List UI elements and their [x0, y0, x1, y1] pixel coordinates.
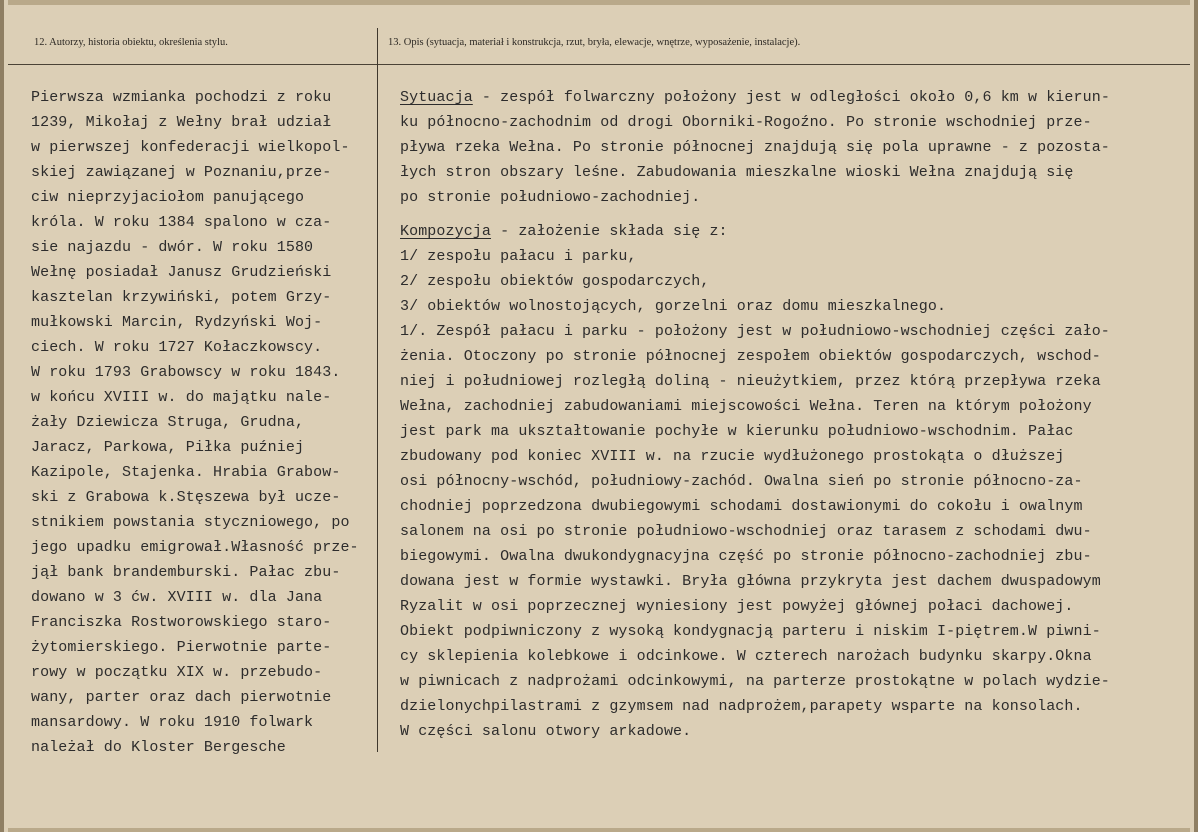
- right-column-heading: 13. Opis (sytuacja, materiał i konstrukcja, rzut, bryła, elewacje, wnętrze, wyposażenie, instalacje).: [388, 37, 801, 48]
- kompozycja-line-rest: - założenie składa się z:: [491, 223, 728, 240]
- kompozycja-line: osi północny-wschód, południowy-zachód. Owalna sień po stronie północno-za-: [400, 473, 1083, 490]
- sytuacja-line: łych stron obszary leśne. Zabudowania mieszkalne wioski Wełna znajdują się: [400, 164, 1074, 181]
- history-line: ski z Grabowa k.Stęszewa był ucze-: [31, 489, 341, 506]
- sytuacja-line: [400, 88, 1110, 108]
- history-line: jego upadku emigrował.Własność prze-: [31, 539, 359, 556]
- sytuacja-heading: Sytuacja: [400, 89, 473, 106]
- sytuacja-line: ku północno-zachodnim od drogi Oborniki-Rogoźno. Po stronie wschodniej prze-: [400, 114, 1092, 131]
- kompozycja-line: Ryzalit w osi poprzecznej wyniesiony jest powyżej głównej połaci dachowej.: [400, 598, 1074, 615]
- history-line: skiej zawiązanej w Poznaniu,prze-: [31, 164, 332, 181]
- kompozycja-line: zbudowany pod koniec XVIII w. na rzucie wydłużonego prostokąta o dłuższej: [400, 448, 1065, 465]
- header-rule: [8, 64, 1190, 65]
- history-line: 1239, Mikołaj z Wełny brał udział: [31, 114, 332, 131]
- kompozycja-heading: Kompozycja: [400, 223, 492, 240]
- history-line: W roku 1793 Grabowscy w roku 1843.: [31, 364, 341, 381]
- kompozycja-line: w piwnicach z nadprożami odcinkowymi, na parterze prostokątne w polach wydzie-: [400, 673, 1110, 690]
- history-line: Jaracz, Parkowa, Piłka puźniej: [31, 439, 305, 456]
- kompozycja-line: 3/ obiektów wolnostojących, gorzelni oraz domu mieszkalnego.: [400, 298, 947, 315]
- kompozycja-line: dzielonychpilastrami z gzymsem nad nadprożem,parapety wsparte na konsolach.: [400, 698, 1083, 715]
- top-edge: [8, 0, 1190, 5]
- bottom-edge: [8, 828, 1190, 832]
- history-line: żytomierskiego. Pierwotnie parte-: [31, 639, 332, 656]
- history-line: króla. W roku 1384 spalono w cza-: [31, 214, 332, 231]
- history-line: dowano w 3 ćw. XVIII w. dla Jana: [31, 589, 323, 606]
- history-line: żały Dziewicza Struga, Grudna,: [31, 414, 305, 431]
- history-line: mułkowski Marcin, Rydzyński Woj-: [31, 314, 323, 331]
- kompozycja-line: salonem na osi po stronie południowo-wschodniej oraz tarasem z schodami dwu-: [400, 523, 1092, 540]
- history-line: jął bank brandemburski. Pałac zbu-: [31, 564, 341, 581]
- kompozycja-line: niej i południowej rozległą doliną - nieużytkiem, przez którą przepływa rzeka: [400, 373, 1101, 390]
- history-line: sie najazdu - dwór. W roku 1580: [31, 239, 314, 256]
- sytuacja-line: po stronie południowo-zachodniej.: [400, 189, 701, 206]
- kompozycja-line: 1/. Zespół pałacu i parku - położony jest w południowo-wschodniej części zało-: [400, 323, 1110, 340]
- kompozycja-line: W części salonu otwory arkadowe.: [400, 723, 692, 740]
- history-line: stnikiem powstania styczniowego, po: [31, 514, 350, 531]
- history-line: kasztelan krzywiński, potem Grzy-: [31, 289, 332, 306]
- history-line: należał do Kloster Bergesche: [31, 739, 286, 756]
- kompozycja-line: jest park ma ukształtowanie pochyłe w kierunku południowo-wschodnim. Pałac: [400, 423, 1074, 440]
- column-divider: [377, 28, 378, 752]
- history-line: Kazipole, Stajenka. Hrabia Grabow-: [31, 464, 341, 481]
- history-line: ciech. W roku 1727 Kołaczkowscy.: [31, 339, 323, 356]
- left-column-heading: 12. Autorzy, historia obiektu, określenia stylu.: [34, 37, 228, 48]
- sytuacja-line-rest: - zespół folwarczny położony jest w odległości około 0,6 km w kierun-: [472, 89, 1110, 106]
- history-line: Pierwsza wzmianka pochodzi z roku: [31, 89, 332, 106]
- history-line: Wełnę posiadał Janusz Grudzieński: [31, 264, 332, 281]
- history-line: w końcu XVIII w. do majątku nale-: [31, 389, 332, 406]
- kompozycja-line: żenia. Otoczony po stronie północnej zespołem obiektów gospodarczych, wschod-: [400, 348, 1101, 365]
- history-line: wany, parter oraz dach pierwotnie: [31, 689, 332, 706]
- kompozycja-line: 2/ zespołu obiektów gospodarczych,: [400, 273, 710, 290]
- kompozycja-line: Obiekt podpiwniczony z wysoką kondygnacją parteru i niskim I-piętrem.W piwni-: [400, 623, 1101, 640]
- kompozycja-line: dowana jest w formie wystawki. Bryła główna przykryta jest dachem dwuspadowym: [400, 573, 1101, 590]
- kompozycja-line: [400, 222, 728, 242]
- kompozycja-line: chodniej poprzedzona dwubiegowymi schodami dostawionymi do cokołu i owalnym: [400, 498, 1083, 515]
- history-line: w pierwszej konfederacji wielkopol-: [31, 139, 350, 156]
- kompozycja-line: 1/ zespołu pałacu i parku,: [400, 248, 637, 265]
- kompozycja-line: cy sklepienia kolebkowe i odcinkowe. W czterech narożach budynku skarpy.Okna: [400, 648, 1092, 665]
- history-line: Franciszka Rostworowskiego staro-: [31, 614, 332, 631]
- history-line: rowy w początku XIX w. przebudo-: [31, 664, 323, 681]
- history-line: mansardowy. W roku 1910 folwark: [31, 714, 314, 731]
- sytuacja-line: pływa rzeka Wełna. Po stronie północnej znajdują się pola uprawne - z pozosta-: [400, 139, 1110, 156]
- kompozycja-line: biegowymi. Owalna dwukondygnacyjna część po stronie północno-zachodniej zbu-: [400, 548, 1092, 565]
- history-line: ciw nieprzyjaciołom panującego: [31, 189, 305, 206]
- kompozycja-line: Wełna, zachodniej zabudowaniami miejscowości Wełna. Teren na którym położony: [400, 398, 1092, 415]
